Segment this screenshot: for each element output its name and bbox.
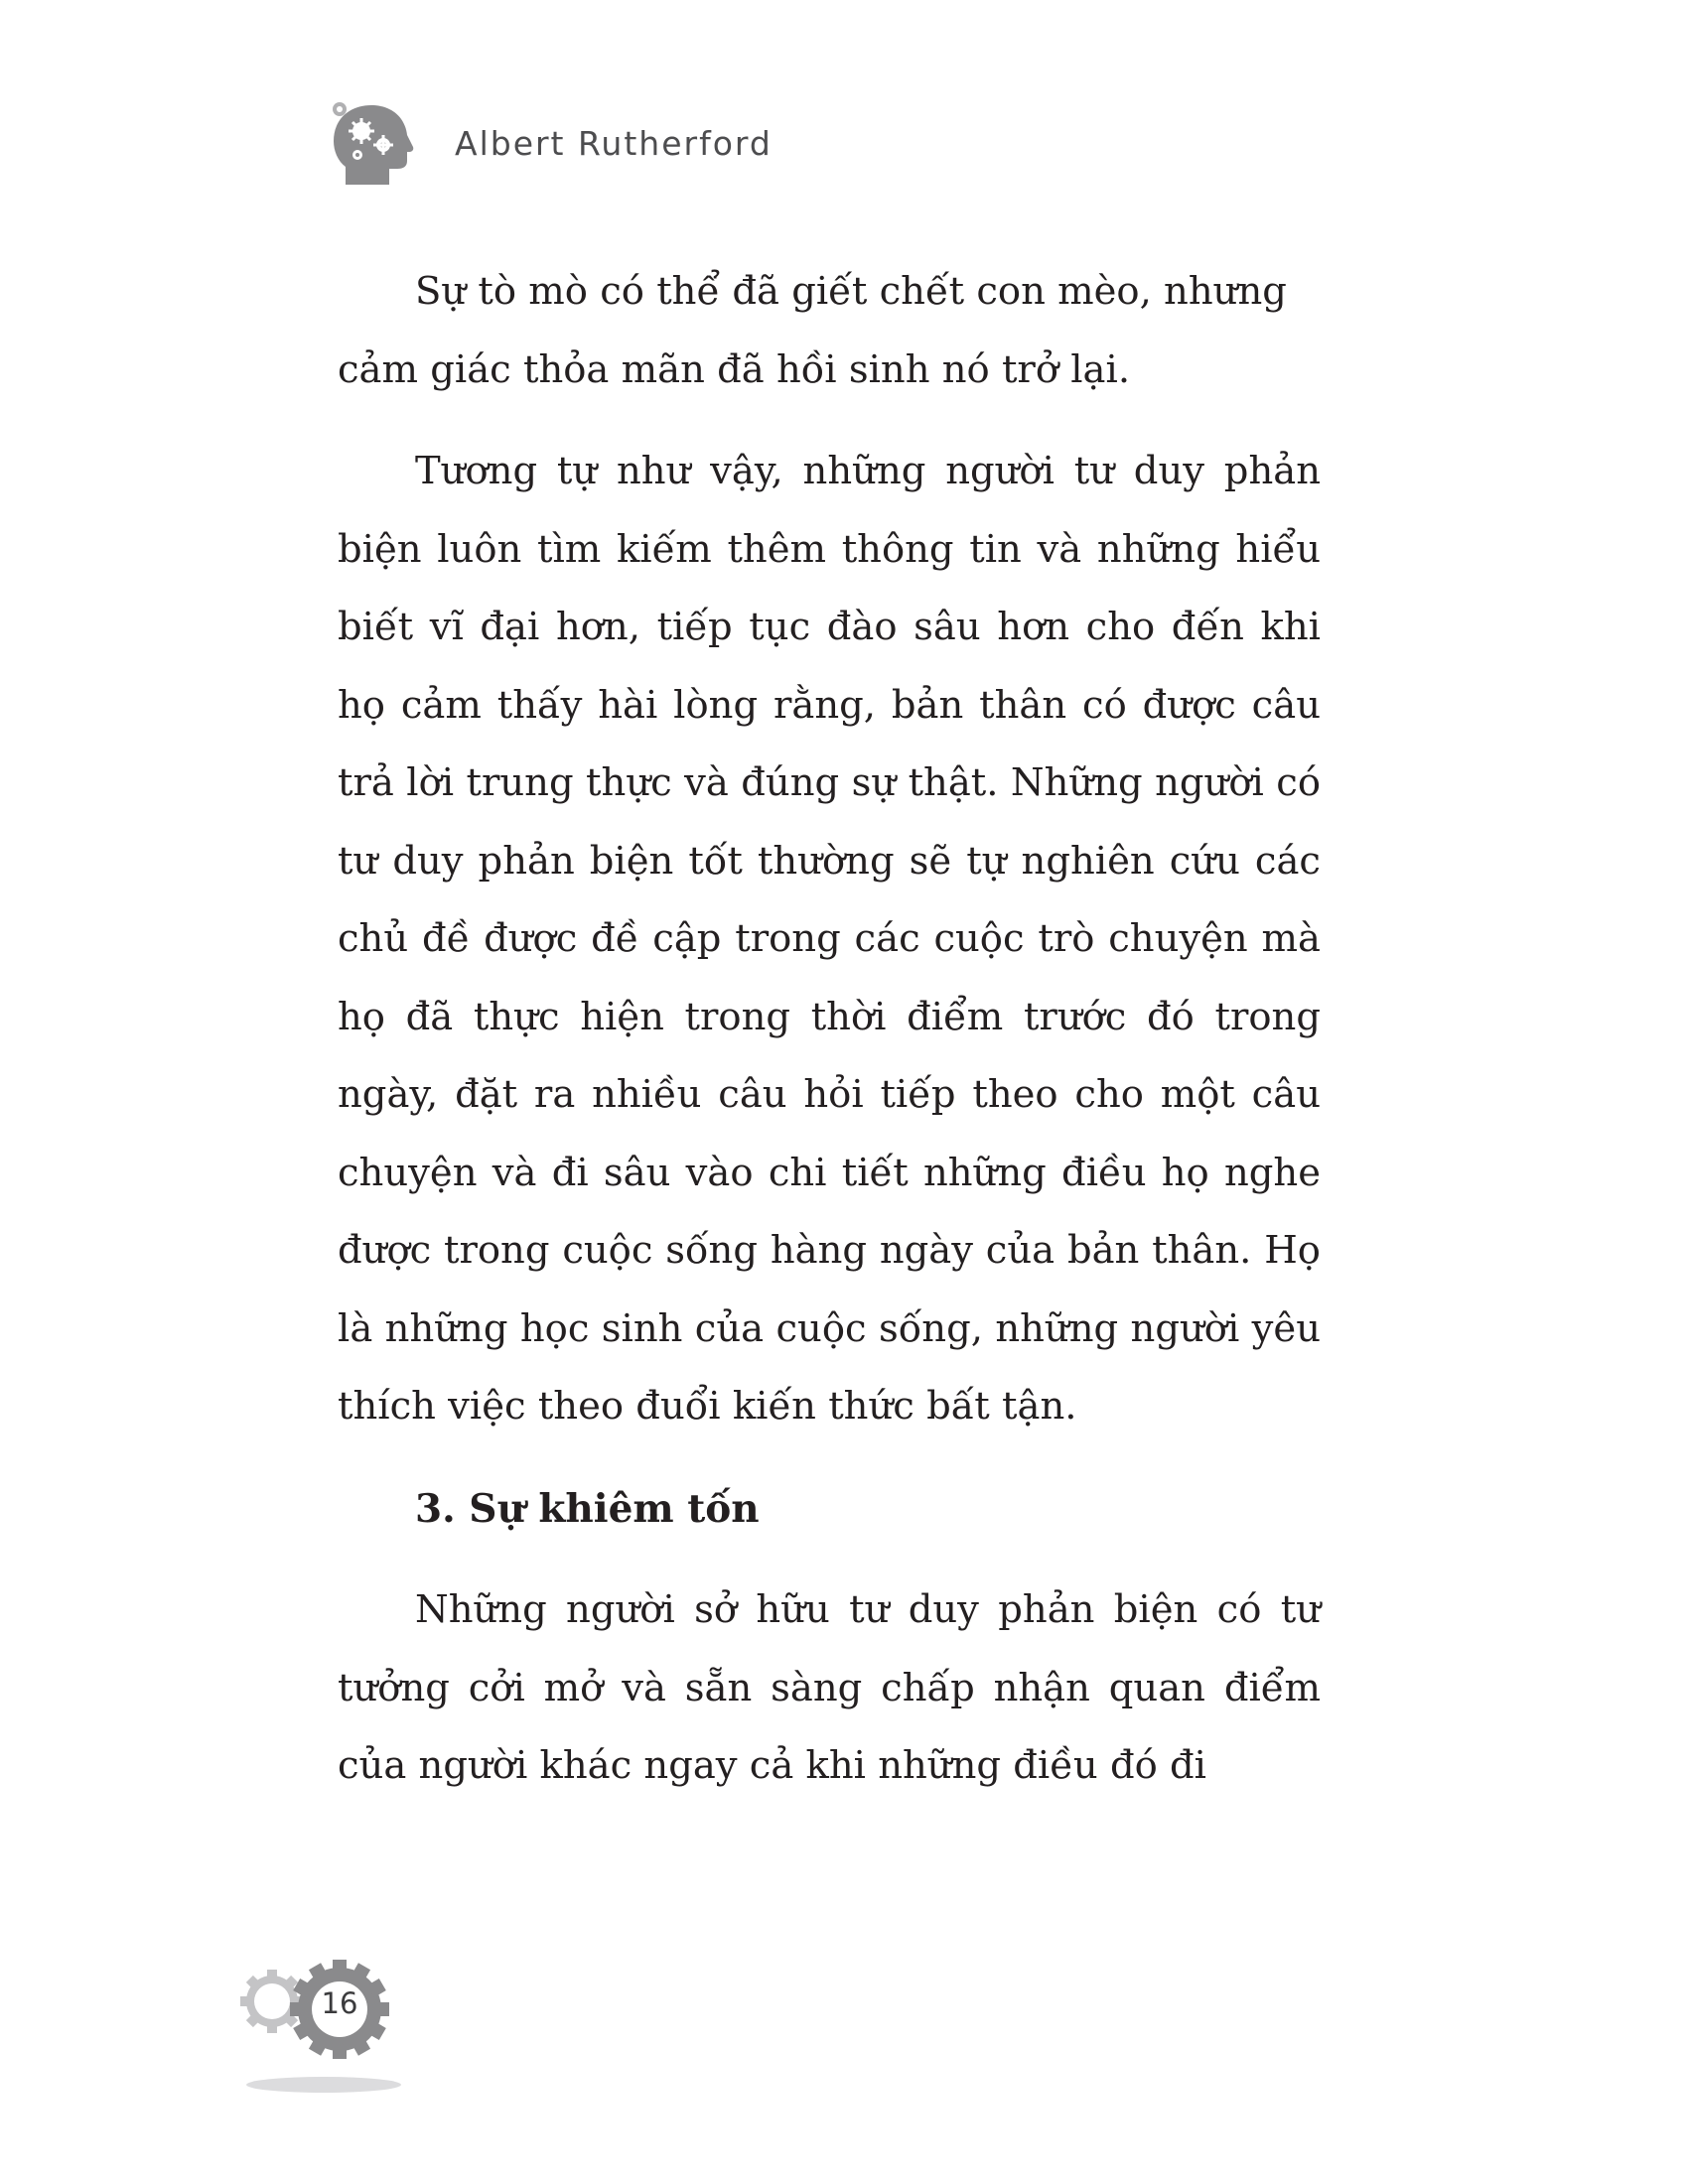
head-gears-icon [328, 97, 415, 189]
footer-gears-icon [234, 1954, 403, 2103]
paragraph: Tương tự như vậy, những người tư duy phản biện luôn tìm kiếm thêm thông tin và những hiểu biết vĩ đại hơn, tiếp tục đào sâu hơn cho đến khi họ cảm thấy hài lòng rằng, bản thân có được câu trả lời trung thực và đúng sự thật. Những người có tư duy phản biện tốt thường sẽ tự nghiên cứu các chủ đề được đề cập trong các cuộc trò chuyện mà họ đã thực hiện trong thời điểm trước đó trong ngày, đặt ra nhiều câu hỏi tiếp theo cho một câu chuyện và đi sâu vào chi tiết những điều họ nghe được trong cuộc sống hàng ngày của bản thân. Họ là những học sinh của cuộc sống, những người yêu thích việc theo đuổi kiến thức bất tận. [338, 449, 1321, 1429]
section-heading: 3. Sự khiêm tốn [415, 1485, 760, 1532]
author-name: Albert Rutherford [455, 123, 773, 163]
paragraph: Những người sở hữu tư duy phản biện có tư tưởng cởi mở và sẵn sàng chấp nhận quan điểm của người khác ngay cả khi những điều đó đi [338, 1587, 1321, 1788]
page-body [338, 253, 1321, 1830]
page-number: 16 [321, 1986, 358, 2020]
running-header [328, 97, 773, 189]
gears-icon [234, 1954, 403, 2103]
paragraph: Sự tò mò có thể đã giết chết con mèo, nhưng cảm giác thỏa mãn đã hồi sinh nó trở lại. [338, 269, 1287, 392]
